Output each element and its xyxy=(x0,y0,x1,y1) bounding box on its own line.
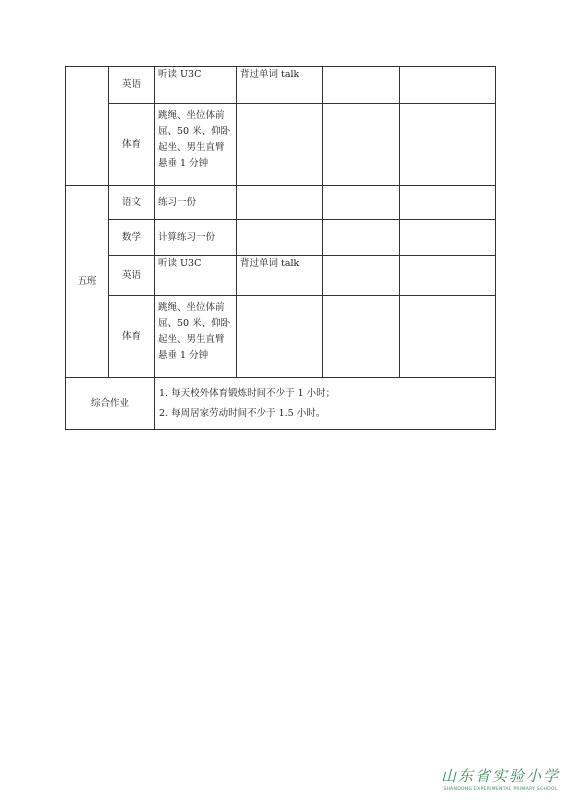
homework-cell: 背过单词 talk xyxy=(237,256,323,296)
homework-cell: 练习一份 xyxy=(155,186,237,220)
summary-line: 1. 每天校外体育锻炼时间不少于 1 小时； xyxy=(159,387,336,399)
homework-cell xyxy=(323,220,400,256)
subject-cell: 体育 xyxy=(109,104,155,186)
table-row xyxy=(66,186,496,220)
homework-cell xyxy=(237,296,323,378)
homework-cell: 听读 U3C xyxy=(155,256,237,296)
homework-cell xyxy=(400,67,496,104)
homework-cell: 背过单词 talk xyxy=(237,67,323,104)
homework-table xyxy=(65,66,496,430)
class-cell xyxy=(66,67,109,186)
table-row xyxy=(66,220,496,256)
homework-cell xyxy=(400,186,496,220)
table-row xyxy=(66,67,496,104)
table-row xyxy=(66,256,496,296)
homework-cell xyxy=(400,220,496,256)
school-logo-chinese: 山东省实验小学 xyxy=(440,767,560,785)
summary-content xyxy=(155,378,496,430)
table-row xyxy=(66,104,496,186)
homework-cell: 计算练习一份 xyxy=(155,220,237,256)
homework-cell: 听读 U3C xyxy=(155,67,237,104)
table-row xyxy=(66,296,496,378)
homework-cell xyxy=(323,186,400,220)
homework-cell: 跳绳、坐位体前屈、50 米、仰卧起坐、男生直臂悬垂 1 分钟 xyxy=(155,104,237,186)
table-row xyxy=(66,378,496,430)
summary-label: 综合作业 xyxy=(66,378,155,430)
subject-cell: 体育 xyxy=(109,296,155,378)
homework-cell xyxy=(323,296,400,378)
school-logo xyxy=(441,765,560,792)
subject-cell: 语文 xyxy=(109,186,155,220)
homework-cell xyxy=(237,186,323,220)
homework-cell: 跳绳、坐位体前屈、50 米、仰卧起坐、男生直臂悬垂 1 分钟 xyxy=(155,296,237,378)
homework-cell xyxy=(237,220,323,256)
subject-cell: 数学 xyxy=(109,220,155,256)
homework-cell xyxy=(400,296,496,378)
homework-cell xyxy=(323,67,400,104)
homework-cell xyxy=(400,104,496,186)
summary-line: 2. 每周居家劳动时间不少于 1.5 小时。 xyxy=(159,407,326,419)
homework-cell xyxy=(323,104,400,186)
homework-cell xyxy=(237,104,323,186)
class-cell: 五班 xyxy=(66,186,109,378)
subject-cell: 英语 xyxy=(109,67,155,104)
homework-cell xyxy=(400,256,496,296)
school-logo-english: SHANDONG EXPERIMENTAL PRIMARY SCHOOL xyxy=(443,787,558,792)
homework-cell xyxy=(323,256,400,296)
subject-cell: 英语 xyxy=(109,256,155,296)
